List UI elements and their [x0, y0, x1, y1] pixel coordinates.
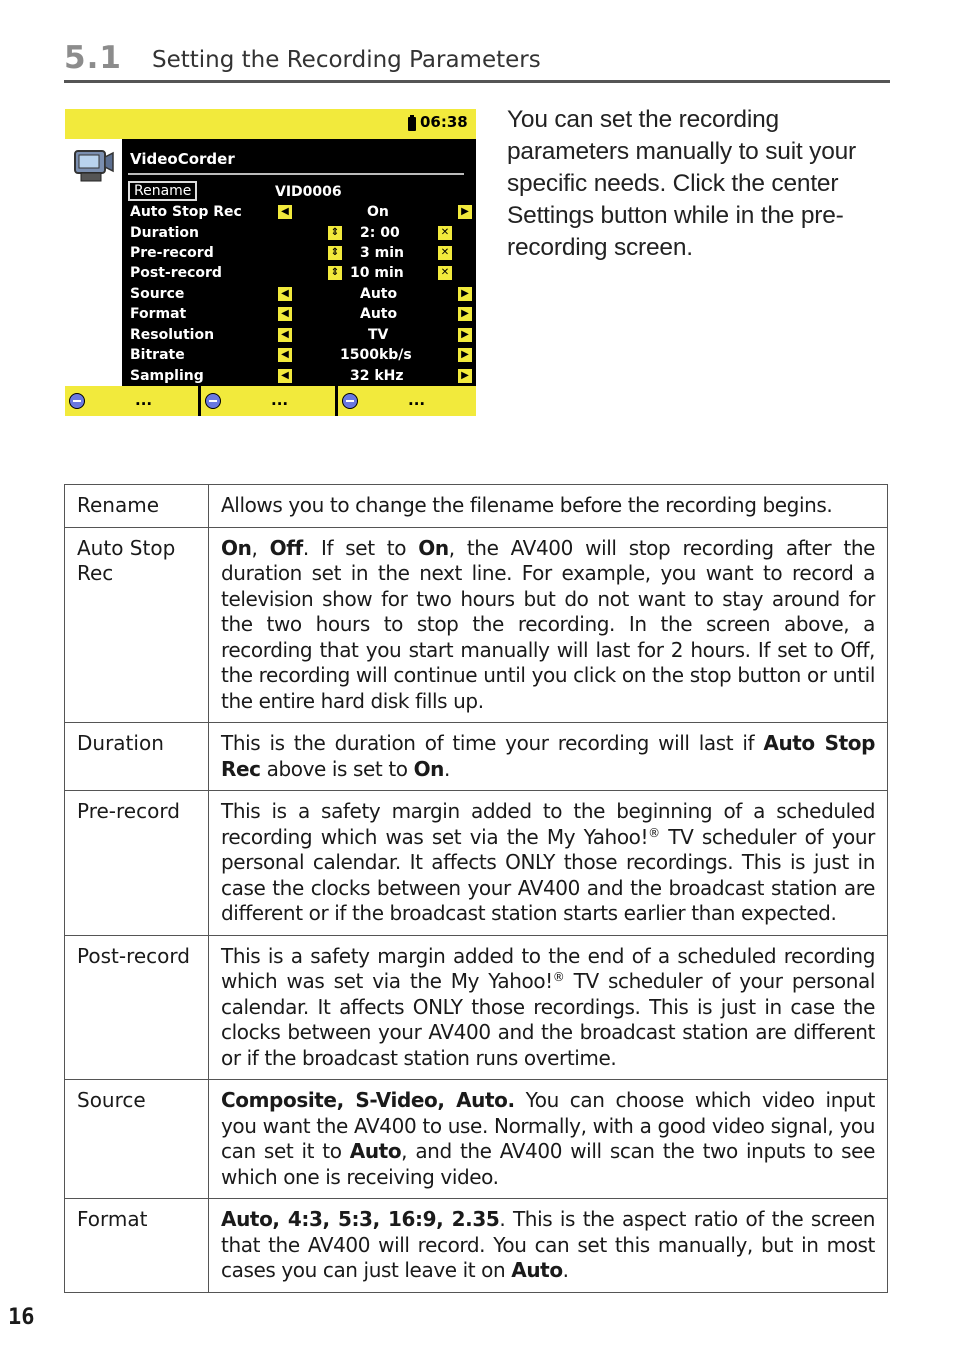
param-name: Post-record [65, 935, 209, 1080]
device-title: VideoCorder [130, 150, 235, 168]
text-segment: . [562, 1258, 569, 1282]
row-value: 1500kb/s [340, 347, 412, 363]
left-arrow-icon[interactable]: ◀ [278, 369, 292, 383]
left-arrow-icon[interactable]: ◀ [278, 205, 292, 219]
menu-row-duration[interactable] [130, 225, 470, 245]
scroll-down-icon: ↓ [85, 361, 101, 382]
menu-row-source[interactable] [130, 286, 470, 306]
param-description [209, 1080, 888, 1199]
text-segment: You can choose which video input you want the AV400 to use. Normally, with a good video signal, you can set it to [221, 1088, 875, 1163]
menu-row-auto-stop-rec[interactable] [130, 204, 470, 224]
row-value: On [367, 204, 389, 220]
softkey-label[interactable]: ... [135, 391, 153, 409]
text-segment: This is a safety margin added to the end of a scheduled recording which was set via the My Yahoo! [221, 943, 875, 993]
param-name: Source [65, 1080, 209, 1199]
menu-icon[interactable] [205, 393, 221, 409]
menu-row-rename[interactable] [130, 184, 470, 204]
section-number: 5.1 [64, 40, 122, 76]
row-label: Format [130, 306, 187, 322]
x-disabled-icon: ✕ [438, 246, 452, 260]
softkey-label[interactable]: ... [408, 391, 426, 409]
param-name: Pre-record [65, 791, 209, 936]
battery-icon [408, 117, 416, 131]
row-value: TV [368, 327, 389, 343]
menu-icon[interactable] [342, 393, 358, 409]
param-name: Auto Stop Rec [65, 527, 209, 723]
row-value: 10 min [350, 265, 404, 281]
text-segment: . If set to [302, 535, 419, 560]
text-segment: . [444, 756, 450, 781]
table-row [65, 791, 888, 936]
intro-paragraph: You can set the recording parameters manually to suit your specific needs. Click the center Settings button while in the pre-recording screen. [507, 106, 857, 261]
bold-text: Auto Stop Rec [221, 731, 875, 781]
text-segment: , [251, 535, 270, 560]
divider [198, 386, 201, 416]
bold-text: Composite, S-Video, Auto. [221, 1088, 515, 1112]
bold-text: Auto, 4:3, 5:3, 16:9, 2.35 [221, 1207, 500, 1231]
left-arrow-icon[interactable]: ◀ [278, 307, 292, 321]
param-description [209, 723, 888, 791]
up-down-icon[interactable]: ⇕ [328, 226, 342, 240]
right-arrow-icon[interactable]: ▶ [458, 287, 472, 301]
divider [335, 386, 338, 416]
param-name: Rename [65, 485, 209, 528]
row-label: Auto Stop Rec [130, 204, 242, 220]
table-row [65, 485, 888, 528]
menu-row-resolution[interactable] [130, 327, 470, 347]
section-title: Setting the Recording Parameters [152, 47, 541, 73]
row-label: Rename [128, 181, 197, 201]
text-segment: ® [648, 825, 660, 840]
row-label: Duration [130, 225, 200, 241]
param-description [209, 935, 888, 1080]
table-row [65, 527, 888, 723]
row-value: 2: 00 [360, 225, 400, 241]
table-row [65, 1199, 888, 1293]
text-segment: Allows you to change the filename before the recording begins. [221, 493, 833, 517]
param-description [209, 1199, 888, 1293]
table-row [65, 723, 888, 791]
text-segment: above is set to [260, 756, 414, 781]
row-label: Source [130, 286, 185, 302]
menu-icon[interactable] [69, 393, 85, 409]
right-arrow-icon[interactable]: ▶ [458, 205, 472, 219]
param-name: Duration [65, 723, 209, 791]
row-label: Resolution [130, 327, 215, 343]
row-value: 3 min [360, 245, 404, 261]
menu-row-sampling[interactable] [130, 368, 470, 388]
left-arrow-icon[interactable]: ◀ [278, 287, 292, 301]
text-segment: , and the AV400 will scan the two inputs to see which one is receiving video. [221, 1139, 875, 1189]
text-segment: . This is the aspect ratio of the screen that the AV400 will record. You can set this manually, but in most cases you can just leave it on [221, 1207, 875, 1282]
x-disabled-icon: ✕ [438, 226, 452, 240]
bold-text: On [418, 535, 449, 560]
right-arrow-icon[interactable]: ▶ [458, 348, 472, 362]
menu-row-post-record[interactable] [130, 265, 470, 285]
table-row [65, 935, 888, 1080]
text-segment: TV scheduler of your personal calendar. It affects ONLY those recordings. This is just in case the clocks between your AV400 and the broadcast station are different or if the broadcast station runs overtime. [221, 969, 876, 1070]
up-down-icon[interactable]: ⇕ [328, 266, 342, 280]
row-label: Post-record [130, 265, 222, 281]
text-segment: ® [552, 970, 565, 984]
menu-row-pre-record[interactable] [130, 245, 470, 265]
row-label: Sampling [130, 368, 204, 384]
device-screenshot [65, 109, 476, 416]
row-value: VID0006 [275, 184, 342, 200]
bold-text: Auto [511, 1258, 563, 1282]
menu-row-format[interactable] [130, 306, 470, 326]
status-bar [65, 109, 476, 139]
left-arrow-icon[interactable]: ◀ [278, 348, 292, 362]
text-segment: TV scheduler of your personal calendar. It affects ONLY those recordings. This is just in case the clocks between your AV400 and the broadcast station are different or if the broadcast station starts earlier than expected. [221, 824, 875, 925]
bold-text: On [221, 535, 252, 560]
text-segment: This is a safety margin added to the beginning of a scheduled recording which was set via the My Yahoo! [221, 799, 875, 849]
right-arrow-icon[interactable]: ▶ [458, 328, 472, 342]
param-description [209, 791, 888, 936]
table-row [65, 1080, 888, 1199]
row-label: Pre-record [130, 245, 214, 261]
right-arrow-icon[interactable]: ▶ [458, 307, 472, 321]
left-arrow-icon[interactable]: ◀ [278, 328, 292, 342]
clock: 06:38 [420, 113, 468, 131]
row-value: Auto [360, 286, 398, 302]
section-header [64, 40, 890, 83]
parameters-table [64, 484, 888, 1293]
bold-text: Auto [349, 1139, 402, 1163]
text-segment: This is the duration of time your recording will last if [221, 731, 764, 755]
row-value: 32 kHz [350, 368, 404, 384]
page-number: 16 [8, 1305, 35, 1330]
param-description [209, 527, 888, 723]
param-description [209, 485, 888, 528]
softkey-label[interactable]: ... [271, 391, 289, 409]
menu-row-bitrate[interactable] [130, 347, 470, 367]
bold-text: On [413, 756, 445, 781]
text-segment: , the AV400 will stop recording after the duration set in the next line. For example, you want to record a television show for two hours but do not want to stay around for the two hours to stop the recording. In the screen above, a recording that you start manually will last for 2 hours. If set to Off, the recording will continue until you click on the stop button or until the entire hard disk fills up. [221, 535, 875, 713]
bold-text: Off [269, 535, 303, 560]
up-down-icon[interactable]: ⇕ [328, 246, 342, 260]
x-disabled-icon: ✕ [438, 266, 452, 280]
videocamera-icon [71, 145, 115, 185]
param-name: Format [65, 1199, 209, 1293]
right-arrow-icon[interactable]: ▶ [458, 369, 472, 383]
row-value: Auto [360, 306, 398, 322]
row-label: Bitrate [130, 347, 185, 363]
divider [128, 173, 464, 175]
